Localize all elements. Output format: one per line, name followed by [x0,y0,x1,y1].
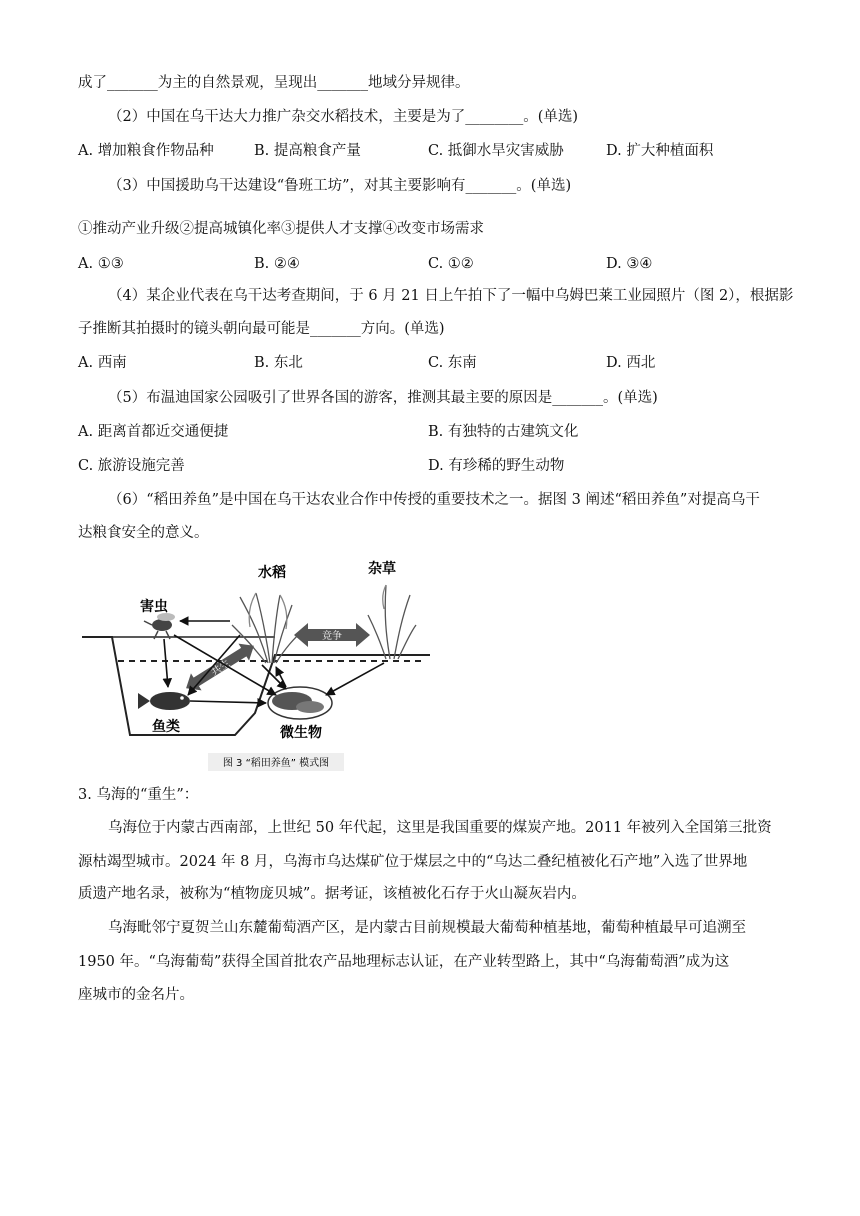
q5-option-a: A. 距离首都近交通便捷 [78,424,229,440]
q3-items: ①推动产业升级②提高城镇化率③提供人才支撑④改变市场需求 [78,221,484,237]
pest-label: 害虫 [140,599,168,615]
q2-option-d: D. 扩大种植面积 [606,143,714,159]
q3-option-d: D. ③④ [606,256,653,272]
weed-label: 杂草 [368,561,396,577]
para2-line2: 1950 年。“乌海葡萄”获得全国首批农产品地理标志认证，在产业转型路上，其中“乌海葡萄酒”成为这 [78,954,730,970]
para2-line1: 乌海毗邻宁夏贺兰山东麓葡萄酒产区，是内蒙古目前规模最大葡萄种植基地，葡萄种植最早可追溯至 [108,920,746,936]
q3-option-a: A. ①③ [78,256,124,272]
microbe-label: 微生物 [280,725,322,741]
q2-option-b: B. 提高粮食产量 [254,143,361,159]
figure-caption: 图 3 “稻田养鱼” 模式图 [222,758,330,769]
q2-option-c: C. 抵御水旱灾害威胁 [428,143,564,159]
para1-line1: 乌海位于内蒙古西南部，上世纪 50 年代起，这里是我国重要的煤炭产地。2011 年被列入全国第三批资 [108,820,772,836]
rice-label: 水稻 [258,565,286,581]
question-4-line2: 子推断其拍摄时的镜头朝向最可能是_______方向。(单选) [78,321,445,337]
pest-icon [144,613,175,639]
section-3-title: 3. 乌海的“重生”： [78,787,199,803]
question-3: （3）中国援助乌干达建设“鲁班工坊”，对其主要影响有_______。(单选) [108,178,572,194]
para2-line3: 座城市的金名片。 [78,987,194,1003]
q5-option-c: C. 旅游设施完善 [78,458,185,474]
competition-label: 竞争 [322,631,342,642]
line-q1-end: 成了_______为主的自然景观，呈现出_______地域分异规律。 [78,75,470,91]
symbiosis-label: 共生 [209,658,233,679]
rice-fish-diagram [80,555,430,775]
question-2: （2）中国在乌干达大力推广杂交水稻技术，主要是为了________。(单选) [108,109,579,125]
q4-option-d: D. 西北 [606,355,656,371]
question-4-line1: （4）某企业代表在乌干达考查期间，于 6 月 21 日上午拍下了一幅中乌姆巴莱工业园照片（图 2），根据影 [108,288,794,304]
q5-option-d: D. 有珍稀的野生动物 [428,458,565,474]
q4-option-b: B. 东北 [254,355,303,371]
q2-option-a: A. 增加粮食作物品种 [78,143,214,159]
fish-icon [138,692,190,710]
q3-option-b: B. ②④ [254,256,300,272]
question-5: （5）布温迪国家公园吸引了世界各国的游客，推测其最主要的原因是_______。(单选) [108,390,658,406]
para1-line2: 源枯竭型城市。2024 年 8 月，乌海市乌达煤矿位于煤层之中的“乌达二叠纪植被化石产地”入选了世界地 [78,854,748,870]
q3-option-c: C. ①② [428,256,474,272]
q4-option-a: A. 西南 [78,355,127,371]
question-6-line2: 达粮食安全的意义。 [78,525,209,541]
q5-option-b: B. 有独特的古建筑文化 [428,424,579,440]
microbe-cluster-icon [268,687,332,719]
q4-option-c: C. 东南 [428,355,477,371]
competition-arrow [294,623,370,647]
weed-plant-icon [368,585,416,659]
question-6-line1: （6）“稻田养鱼”是中国在乌干达农业合作中传授的重要技术之一。据图 3 阐述“稻田养鱼”对提高乌干 [108,492,760,508]
fish-label: 鱼类 [152,719,180,735]
para1-line3: 质遗产地名录，被称为“植物庞贝城”。据考证，该植被化石存于火山凝灰岩内。 [78,886,586,902]
